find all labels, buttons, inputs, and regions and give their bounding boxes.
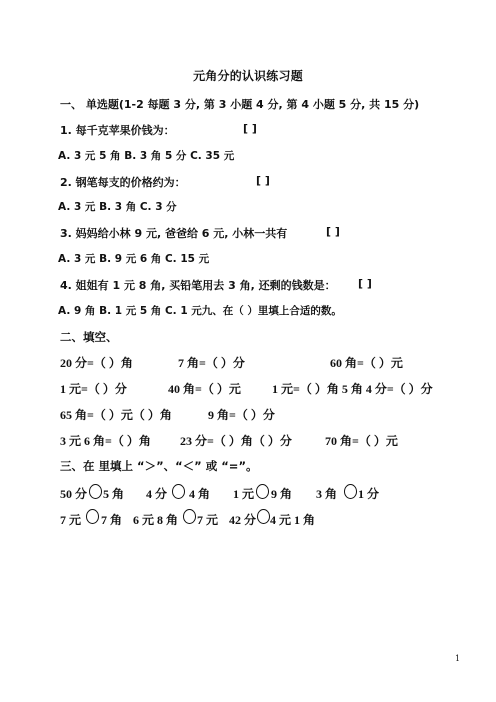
compare-left-value: 6 元 8 角	[133, 513, 179, 527]
compare-answer-circle[interactable]	[256, 484, 269, 499]
fill-blank-item: 23 分=（ ）角（ ）分	[180, 434, 292, 448]
compare-right-value: 4 元 1 角	[270, 513, 316, 527]
fill-blank-item: 7 角=（ ）分	[178, 356, 245, 370]
compare-answer-circle[interactable]	[86, 509, 99, 524]
fill-blank-item: 40 角=（ ）元	[168, 382, 241, 396]
compare-left-value: 1 元	[233, 487, 255, 501]
question-3-answer-bracket: [ ]	[326, 225, 340, 238]
compare-answer-circle[interactable]	[89, 484, 102, 499]
question-2: 2. 钢笔每支的价格约为：	[60, 176, 186, 189]
question-1: 1. 每千克苹果价钱为：	[60, 124, 175, 137]
question-3-options: A. 3 元 B. 9 元 6 角 C. 15 元	[58, 253, 210, 265]
section2-heading: 二、填空、	[60, 330, 118, 344]
fill-blank-item: 70 角=（ ）元	[325, 434, 398, 448]
compare-answer-circle[interactable]	[257, 509, 270, 524]
page-title: 元角分的认识练习题	[193, 69, 303, 83]
compare-left-value: 42 分	[229, 513, 257, 527]
section1-heading: 一、 单选题(1-2 每题 3 分, 第 3 小题 4 分, 第 4 小题 5 分, 共 15 分)	[60, 98, 420, 111]
question-1-options: A. 3 元 5 角 B. 3 角 5 分 C. 35 元	[58, 150, 235, 162]
fill-blank-item: 3 元 6 角=（ ）角	[60, 434, 151, 448]
question-4-options: A. 9 角 B. 1 元 5 角 C. 1 元九、在（ ）里填上合适的数。	[58, 305, 342, 317]
fill-blank-item: 1 元=（ ）角 5 角 4 分=（ ）分	[272, 382, 433, 396]
compare-right-value: 9 角	[271, 487, 293, 501]
compare-right-value: 5 角	[103, 487, 125, 501]
compare-left-value: 50 分	[60, 487, 88, 501]
compare-answer-circle[interactable]	[172, 484, 185, 499]
question-4-answer-bracket: [ ]	[358, 277, 372, 290]
section3-heading: 三、在 里填上 “＞”、“＜” 或 “=”。	[60, 459, 258, 473]
compare-answer-circle[interactable]	[183, 509, 196, 524]
fill-blank-item: 65 角=（ ）元（ ）角	[60, 408, 172, 422]
question-2-answer-bracket: [ ]	[256, 174, 270, 187]
fill-blank-item: 9 角=（ ）分	[208, 408, 275, 422]
compare-right-value: 7 元	[197, 513, 219, 527]
page-number: 1	[455, 654, 461, 663]
question-4: 4. 姐姐有 1 元 8 角, 买铅笔用去 3 角, 还剩的钱数是：	[60, 279, 336, 292]
fill-blank-item: 1 元=（ ）分	[60, 382, 127, 396]
fill-blank-item: 60 角=（ ）元	[330, 356, 403, 370]
compare-left-value: 4 分	[146, 487, 168, 501]
fill-blank-item: 20 分=（ ）角	[60, 356, 133, 370]
compare-left-value: 3 角	[316, 487, 338, 501]
compare-right-value: 4 角	[189, 487, 211, 501]
compare-right-value: 1 分	[358, 487, 380, 501]
compare-answer-circle[interactable]	[344, 484, 357, 499]
compare-left-value: 7 元	[60, 513, 82, 527]
compare-right-value: 7 角	[101, 513, 123, 527]
question-2-options: A. 3 元 B. 3 角 C. 3 分	[58, 201, 177, 213]
question-3: 3. 妈妈给小林 9 元, 爸爸给 6 元, 小林一共有	[60, 227, 288, 240]
question-1-answer-bracket: [ ]	[243, 122, 257, 135]
